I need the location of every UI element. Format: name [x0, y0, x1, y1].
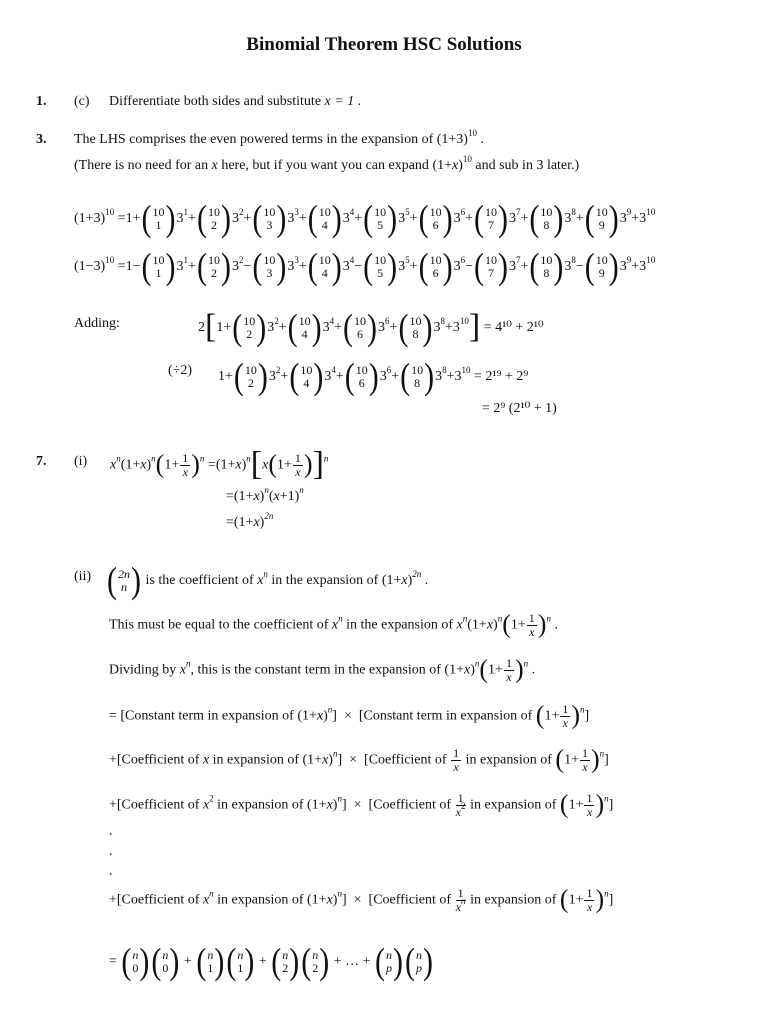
q3-line1-text: The LHS comprises the even powered terms in the expansion of [74, 132, 434, 147]
q7ii-coef2-line: +[Coefficient of $x^2$ in expansion of $(1+x)^n$] × [Coefficient of $\frac{1}{x^2}$ in expansion of (1+ $\frac{1}{x}$ )$^n$] [109, 789, 614, 819]
coef2-left: +[Coefficient of [109, 797, 200, 813]
q7ii-line-a-text: This must be equal to the coefficient of [109, 617, 329, 633]
question-1-part: (c) [74, 94, 90, 109]
page-title: Binomial Theorem HSC Solutions [246, 34, 522, 55]
q7ii-final-sum: = ( n 0 ) ( n 0 ) + ( n 1 ) ( n 1 ) + ( n 2 ) ( n 2 ) + … + ( n p ) ( n p ) [109, 940, 434, 982]
const-right: [Constant term in expansion of [358, 708, 533, 724]
dot-2: . [109, 844, 113, 859]
question-7-part-ii: (ii) [74, 569, 92, 584]
coef1-left: +[Coefficient of [109, 752, 200, 768]
const-left: = [Constant term in expansion of [109, 708, 294, 724]
divided-equation: 1+ ( 10 2 ) $3^2+$ ( 10 4 ) $3^4+$ ( 10 6 ) $3^6+$ ( 10 8 ) $3^8+3^{10} = 2^{19} + 2^9$ [218, 355, 529, 397]
times-sign: × [353, 797, 362, 813]
q7ii-coef1-line: +[Coefficient of x in expansion of $(1+x)^n$] × [Coefficient of $\frac{1}{x}$ in expansion of (1+ $\frac{1}{x}$ )$^n$] [109, 744, 609, 774]
coef1-right: [Coefficient of [364, 752, 447, 768]
q1-sentence: Differentiate both sides and substitute [109, 94, 322, 109]
q7ii-line0: ( 2n n ) is the coefficient of $x^n$ in the expansion of $(1+x)^{2n}$ . [107, 559, 429, 601]
q7ii-line-b1: Dividing by [109, 662, 177, 678]
coef2-in-exp: in expansion of [217, 797, 304, 813]
times-sign: × [353, 892, 362, 908]
dot-3: . [109, 864, 113, 879]
question-1-text [109, 93, 361, 111]
q3-line2b: here, but if you want you can expand [221, 158, 429, 173]
q7ii-line-a2-text: in the expansion of [346, 617, 454, 633]
coef2-right: [Coefficient of [368, 797, 452, 813]
times-sign: × [349, 752, 358, 768]
q7ii-const-line: = [Constant term in expansion of $(1+x)^n$] × [Constant term in expansion of (1+ $\frac{1}{x}$ )$^n$] [109, 700, 590, 730]
plus-2: + [258, 954, 267, 970]
coefn-right: [Coefficient of [368, 892, 452, 908]
coef1-in-exp: in expansion of [212, 752, 299, 768]
ellipsis: + … + [333, 954, 371, 970]
q7ii-text1: is the coefficient of [145, 573, 254, 589]
coefn-in-exp-r: in expansion of [470, 892, 557, 908]
final-rhs: = 2⁹ (2¹⁰ + 1) [482, 401, 557, 416]
q3-line1: The LHS comprises the even powered terms in the expansion of $(1+3)^{10}$ . [74, 128, 484, 147]
q7ii-line-b: Dividing by $x^n$, this is the constant term in the expansion of $(1+x)^n(1+$ $\frac{1}{x}$ )$^n$ . [109, 654, 536, 684]
q7ii-line-a: This must be equal to the coefficient of $x^n$ in the expansion of $x^n(1+x)^n(1+$ $\frac{1}{x}$ )$^n$ . [109, 609, 558, 639]
adding-rhs: = 4¹⁰ + 2¹⁰ [483, 320, 544, 336]
divided-rhs: = 2¹⁹ + 2⁹ [474, 369, 529, 385]
times-sign: × [343, 708, 352, 724]
q7i-line1: $x^n(1+x)^n(1+$ $\frac{1}{x}$ )$^n =(1+x)^n[x(1+$ $\frac{1}{x}$ )]$^n$ [110, 445, 329, 483]
question-7-number: 7. [36, 454, 47, 469]
coef2-in-exp-r: in expansion of [470, 797, 557, 813]
coefn-in-exp: in expansion of [217, 892, 304, 908]
divide-label: (÷2) [168, 363, 193, 378]
question-3-number: 3. [36, 132, 47, 147]
dot-1: . [109, 824, 113, 839]
plus-1: + [183, 954, 192, 970]
q1-math: x = 1 . [324, 94, 362, 109]
expansion-plus: $(1+3)^{10} =1+$ ( 10 1 ) $3^1+$ ( 10 2 ) $3^2+$ ( 10 3 ) $3^3+$ ( 10 4 ) $3^4+$ ( 10 5 ) $3^5+$ ( 10 6 ) $3^6+$ ( 10 7 ) $3^7+$ ( 10 8 ) $3^8+$ ( 10 9 ) $3^9+3^{10}$ [74, 197, 656, 239]
adding-equation: 2[1+ ( 10 2 ) $3^2+$ ( 10 4 ) $3^4+$ ( 10 6 ) $3^6+$ ( 10 8 ) $3^8+3^{10}] = 4^{10} + 2^{10}$ [198, 306, 544, 348]
q7ii-text2: in the expansion of [271, 573, 379, 589]
q3-line2: (There is no need for an x here, but if you want you can expand $(1+x)^{10}$ and sub in 3 later.) [74, 154, 580, 173]
q3-line2a: (There is no need for an [74, 158, 209, 173]
q3-line2c: and sub in 3 later.) [475, 158, 580, 173]
expansion-minus: $(1-3)^{10} =1-$ ( 10 1 ) $3^1+$ ( 10 2 ) $3^2-$ ( 10 3 ) $3^3+$ ( 10 4 ) $3^4-$ ( 10 5 ) $3^5+$ ( 10 6 ) $3^6-$ ( 10 7 ) $3^7+$ ( 10 8 ) $3^8-$ ( 10 9 ) $3^9+3^{10}$ [74, 245, 656, 287]
adding-label: Adding: [74, 316, 120, 331]
q7ii-line-b2: , this is the constant term in the expansion of [190, 662, 441, 678]
q7ii-coefn-line: +[Coefficient of $x^n$ in expansion of $(1+x)^n$] × [Coefficient of $\frac{1}{x^n}$ in expansion of (1+ $\frac{1}{x}$ )$^n$] [109, 884, 614, 914]
question-7-part-i: (i) [74, 454, 88, 469]
q7i-line3: $=(1+x)^{2n}$ [226, 511, 274, 530]
coefn-left: +[Coefficient of [109, 892, 200, 908]
q7i-line2: $=(1+x)^n(x+1)^n$ [226, 485, 304, 504]
question-1-number: 1. [36, 94, 47, 109]
coef1-in-exp-r: in expansion of [465, 752, 552, 768]
